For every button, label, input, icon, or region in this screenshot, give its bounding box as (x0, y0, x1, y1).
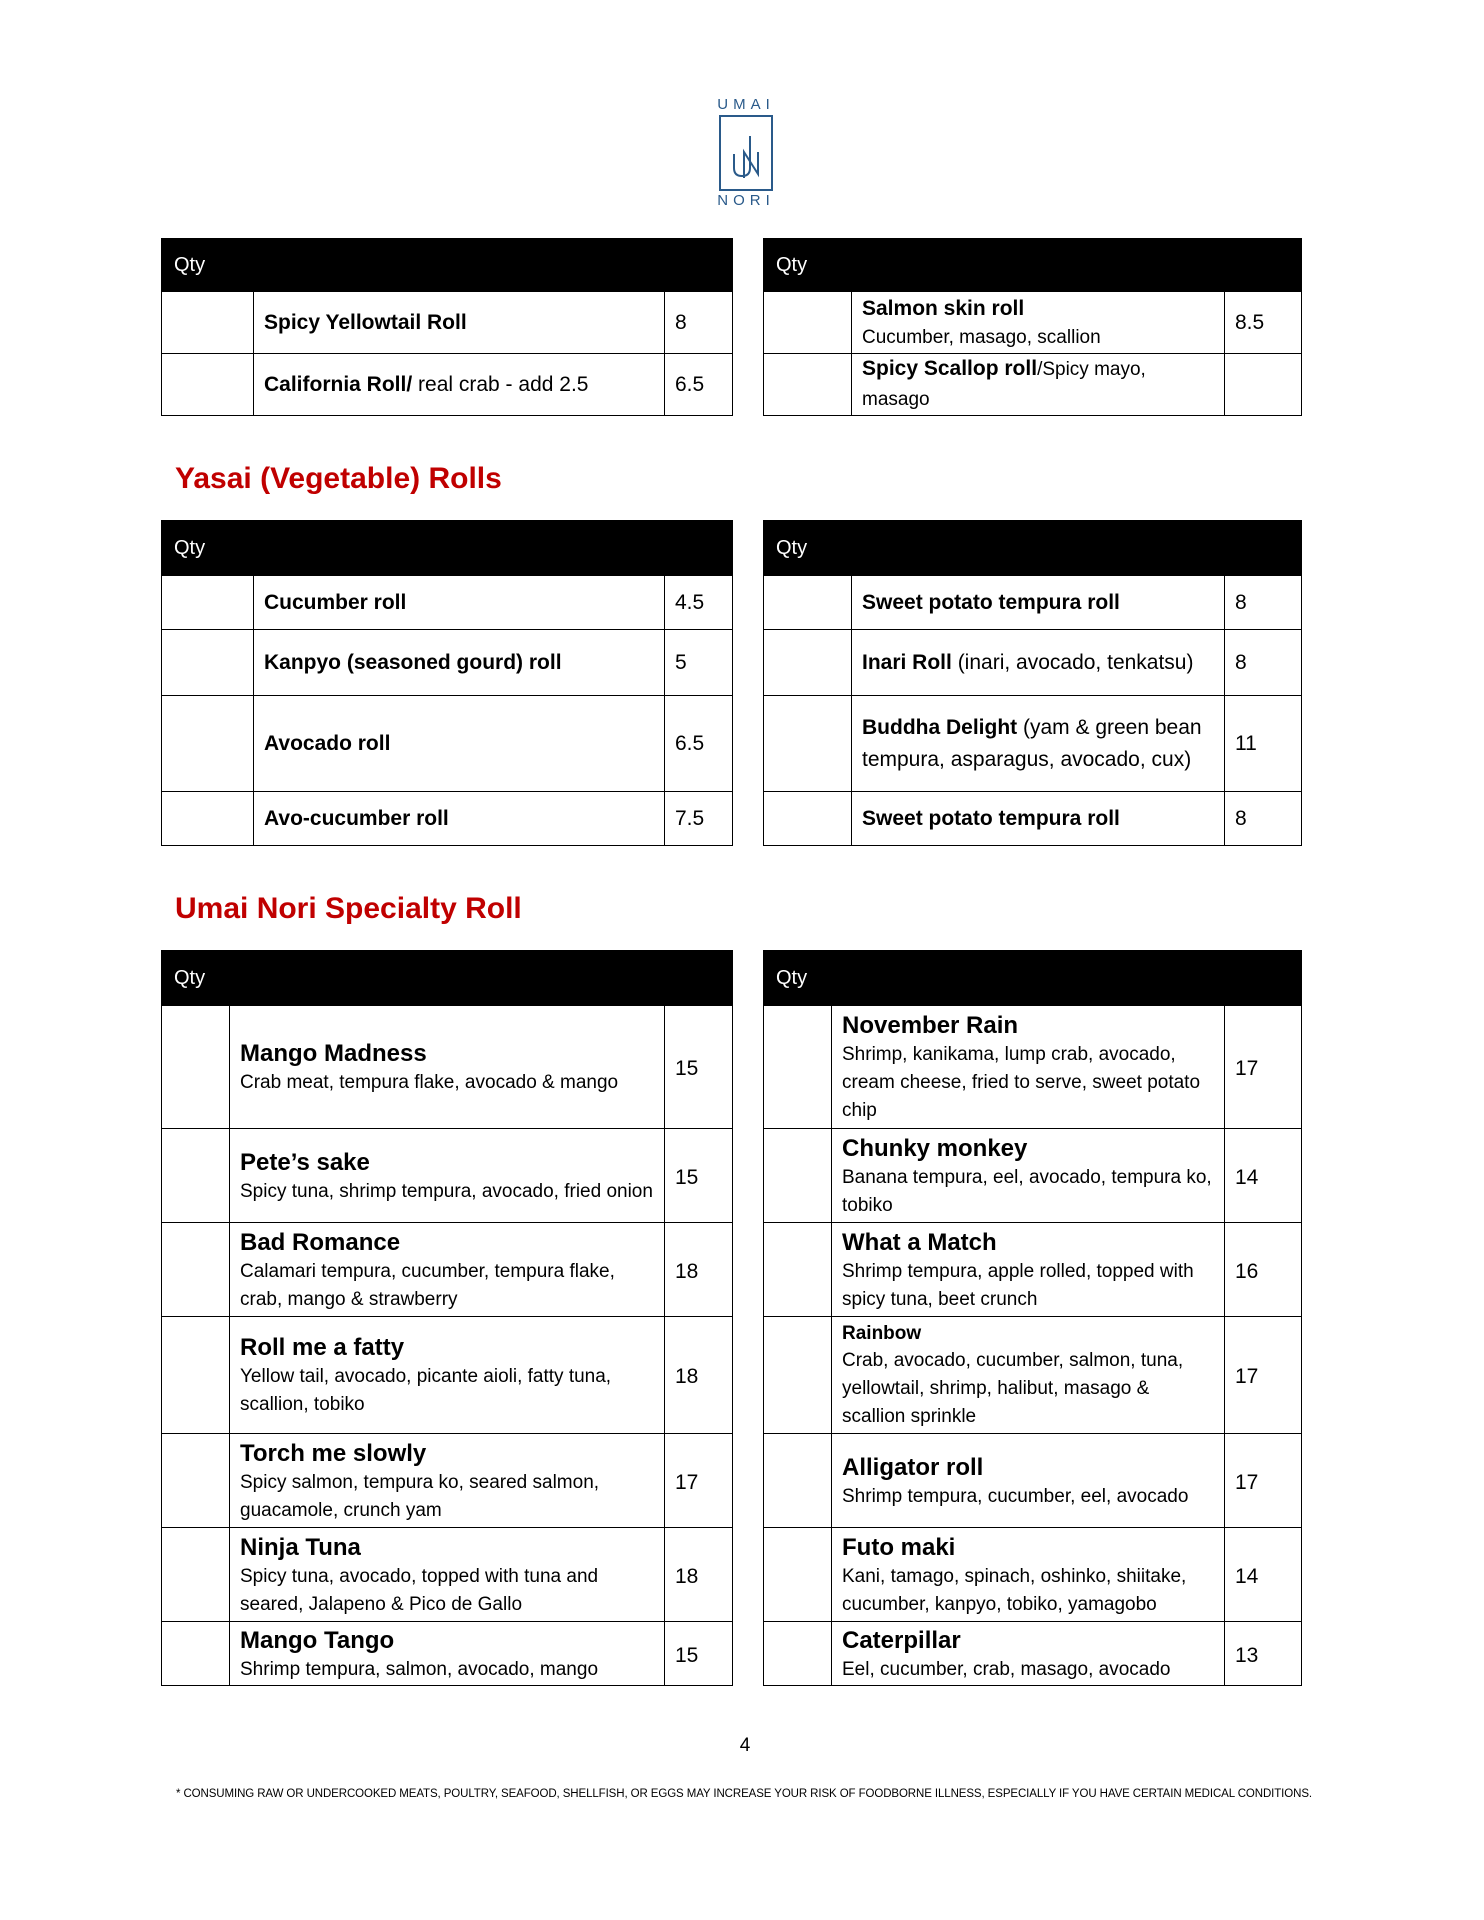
item-desc: /Spicy mayo, masago (862, 359, 1146, 410)
item-cell (832, 1622, 1225, 1686)
qty-cell[interactable] (162, 576, 254, 630)
logo-word-top: UMAI (717, 96, 775, 113)
item-desc: Cucumber, masago, scallion (862, 326, 1101, 348)
item-price: 18 (665, 1528, 733, 1622)
veg-table-left (161, 520, 733, 846)
item-desc: Yellow tail, avocado, picante aioli, fatty tuna, scallion, tobiko (240, 1366, 612, 1415)
table-row (162, 1528, 733, 1622)
table-row (162, 696, 733, 792)
section-heading-specialty: Umai Nori Specialty Roll (175, 892, 522, 925)
qty-cell[interactable] (162, 292, 254, 354)
item-cell (230, 1129, 665, 1223)
qty-cell[interactable] (162, 1317, 230, 1434)
item-desc: Banana tempura, eel, avocado, tempura ko, tobiko (842, 1166, 1212, 1216)
item-name-cell (254, 354, 665, 416)
item-name: California Roll/ (264, 372, 413, 396)
item-name-cell (852, 292, 1225, 354)
item-price: 17 (1225, 1434, 1302, 1528)
table-row (764, 696, 1302, 792)
item-name: Avocado roll (254, 696, 665, 792)
item-cell (230, 1317, 665, 1434)
item-cell (230, 1528, 665, 1622)
table-row (764, 792, 1302, 846)
item-name: Cucumber roll (254, 576, 665, 630)
item-name-cell (852, 630, 1225, 696)
qty-header: Qty (764, 521, 852, 576)
item-cell (832, 1528, 1225, 1622)
item-desc: (yam & green bean tempura, asparagus, avocado, cux) (862, 715, 1202, 771)
qty-cell[interactable] (764, 696, 852, 792)
page-number: 4 (739, 1735, 751, 1756)
qty-header: Qty (162, 239, 733, 292)
item-price: 14 (1225, 1129, 1302, 1223)
qty-cell[interactable] (764, 1223, 832, 1317)
item-desc: Calamari tempura, cucumber, tempura flake, crab, mango & strawberry (240, 1260, 615, 1310)
qty-cell[interactable] (764, 1317, 832, 1434)
item-name: Bad Romance (240, 1228, 401, 1256)
item-desc: Eel, cucumber, crab, masago, avocado (842, 1658, 1171, 1680)
table-row (162, 1434, 733, 1528)
qty-cell[interactable] (764, 1129, 832, 1223)
logo-mark-icon (718, 114, 774, 192)
item-name: Sweet potato tempura roll (862, 590, 1120, 614)
item-price: 7.5 (665, 792, 733, 846)
item-price: 8 (1225, 576, 1302, 630)
qty-header: Qty (162, 521, 733, 576)
item-extra: real crab - add 2.5 (412, 372, 589, 396)
table-row (764, 1223, 1302, 1317)
table-row (162, 1317, 733, 1434)
qty-cell[interactable] (162, 1434, 230, 1528)
item-price: 13 (1225, 1622, 1302, 1686)
item-name: Kanpyo (seasoned gourd) roll (254, 630, 665, 696)
item-price: 5 (665, 630, 733, 696)
qty-cell[interactable] (162, 1622, 230, 1686)
qty-cell[interactable] (764, 630, 852, 696)
table-row (162, 1223, 733, 1317)
item-desc: Shrimp tempura, salmon, avocado, mango (240, 1658, 599, 1680)
item-price: 8 (1225, 792, 1302, 846)
item-price: 8 (1225, 630, 1302, 696)
section-heading-vegetable: Yasai (Vegetable) Rolls (175, 462, 502, 495)
item-price: 6.5 (665, 354, 733, 416)
table-row (764, 576, 1302, 630)
item-name: Salmon skin roll (862, 296, 1025, 320)
item-desc: Shrimp, kanikama, lump crab, avocado, cream cheese, fried to serve, sweet potato chip (842, 1044, 1201, 1121)
item-name: Avo-cucumber roll (254, 792, 665, 846)
table-row (764, 1006, 1302, 1129)
item-desc: Crab, avocado, cucumber, salmon, tuna, yellowtail, shrimp, halibut, masago & scallion sprinkle (842, 1350, 1184, 1427)
qty-cell[interactable] (162, 1223, 230, 1317)
table-row (764, 1434, 1302, 1528)
item-price (1225, 354, 1302, 416)
item-name: Roll me a fatty (240, 1334, 405, 1361)
table-row (162, 1006, 733, 1129)
item-cell (230, 1223, 665, 1317)
qty-cell[interactable] (162, 630, 254, 696)
table-row (764, 354, 1302, 416)
qty-cell[interactable] (162, 354, 254, 416)
qty-cell[interactable] (764, 1006, 832, 1129)
qty-cell[interactable] (162, 1528, 230, 1622)
item-name-cell (852, 696, 1225, 792)
veg-table-right (763, 520, 1302, 846)
item-price: 15 (665, 1006, 733, 1129)
item-cell (832, 1006, 1225, 1129)
item-name: What a Match (842, 1228, 997, 1256)
specialty-table-left (161, 950, 733, 1686)
table-row (162, 1129, 733, 1223)
table-row (162, 292, 733, 354)
table-row (764, 630, 1302, 696)
item-price: 17 (665, 1434, 733, 1528)
item-name: Sweet potato tempura roll (862, 806, 1120, 830)
qty-cell[interactable] (764, 354, 852, 416)
item-desc: (inari, avocado, tenkatsu) (951, 650, 1194, 674)
table-row (764, 1317, 1302, 1434)
item-price: 14 (1225, 1528, 1302, 1622)
item-name: Ninja Tuna (240, 1533, 361, 1561)
qty-cell[interactable] (162, 696, 254, 792)
qty-cell[interactable] (162, 1006, 230, 1129)
qty-header: Qty (162, 951, 733, 1006)
rolls-table-left (161, 238, 733, 416)
item-price: 8.5 (1225, 292, 1302, 354)
item-cell (832, 1434, 1225, 1528)
item-name: Chunky monkey (842, 1134, 1028, 1162)
specialty-table-right (763, 950, 1302, 1686)
qty-cell[interactable] (764, 576, 852, 630)
item-price: 8 (665, 292, 733, 354)
item-cell (832, 1317, 1225, 1434)
qty-header: Qty (764, 239, 852, 292)
item-name: Alligator roll (842, 1453, 984, 1481)
item-price: 18 (665, 1223, 733, 1317)
item-price: 11 (1225, 696, 1302, 792)
qty-cell[interactable] (764, 1434, 832, 1528)
item-name-cell (852, 792, 1225, 846)
item-price: 16 (1225, 1223, 1302, 1317)
item-name: Inari Roll (862, 650, 952, 674)
item-price: 17 (1225, 1317, 1302, 1434)
rolls-table-right (763, 238, 1302, 416)
table-row (162, 792, 733, 846)
item-desc: Shrimp tempura, apple rolled, topped with spicy tuna, beet crunch (842, 1260, 1194, 1310)
table-row (162, 576, 733, 630)
item-name-cell (254, 292, 665, 354)
table-row (764, 292, 1302, 354)
footer-disclaimer: * CONSUMING RAW OR UNDERCOOKED MEATS, POULTRY, SEAFOOD, SHELLFISH, OR EGGS MAY INCREASE YOUR RISK OF FOODBORNE ILLNESS, ESPECIALLY IF YOU HAVE CERTAIN MEDICAL CONDITIONS. (176, 1788, 1312, 1800)
qty-cell[interactable] (764, 292, 852, 354)
table-row (764, 1129, 1302, 1223)
item-name: Futo maki (842, 1533, 956, 1561)
item-name: Rainbow (842, 1323, 922, 1344)
item-name: Mango Madness (240, 1040, 427, 1067)
item-price: 6.5 (665, 696, 733, 792)
item-cell (230, 1006, 665, 1129)
item-price: 15 (665, 1622, 733, 1686)
table-row (764, 1622, 1302, 1686)
item-cell (832, 1223, 1225, 1317)
item-name: Spicy Scallop roll (862, 357, 1038, 380)
item-desc: Spicy tuna, shrimp tempura, avocado, fried onion (240, 1180, 653, 1202)
item-name: Pete’s sake (240, 1148, 370, 1176)
table-row (162, 630, 733, 696)
table-row (162, 1622, 733, 1686)
table-row (162, 354, 733, 416)
table-row (764, 1528, 1302, 1622)
umai-nori-logo (716, 96, 776, 210)
item-name: Spicy Yellowtail Roll (264, 310, 467, 334)
item-cell (230, 1622, 665, 1686)
qty-cell[interactable] (764, 792, 852, 846)
item-name: Torch me slowly (240, 1439, 427, 1467)
qty-cell[interactable] (162, 1129, 230, 1223)
qty-cell[interactable] (764, 1528, 832, 1622)
item-price: 18 (665, 1317, 733, 1434)
item-desc: Spicy tuna, avocado, topped with tuna and seared, Jalapeno & Pico de Gallo (240, 1565, 599, 1615)
item-name: Buddha Delight (862, 715, 1018, 739)
item-name-cell (852, 354, 1225, 416)
logo-word-bottom: NORI (717, 192, 775, 209)
item-price: 17 (1225, 1006, 1302, 1129)
item-name-cell (852, 576, 1225, 630)
item-price: 4.5 (665, 576, 733, 630)
qty-cell[interactable] (162, 792, 254, 846)
item-desc: Crab meat, tempura flake, avocado & mango (240, 1072, 619, 1093)
item-price: 15 (665, 1129, 733, 1223)
item-name: Mango Tango (240, 1626, 395, 1654)
item-desc: Shrimp tempura, cucumber, eel, avocado (842, 1485, 1189, 1507)
item-desc: Kani, tamago, spinach, oshinko, shiitake, cucumber, kanpyo, tobiko, yamagobo (842, 1565, 1187, 1615)
item-cell (230, 1434, 665, 1528)
item-name: Caterpillar (842, 1626, 961, 1654)
item-cell (832, 1129, 1225, 1223)
qty-header: Qty (764, 951, 832, 1006)
qty-cell[interactable] (764, 1622, 832, 1686)
item-desc: Spicy salmon, tempura ko, seared salmon, guacamole, crunch yam (240, 1471, 600, 1521)
item-name: November Rain (842, 1012, 1019, 1039)
